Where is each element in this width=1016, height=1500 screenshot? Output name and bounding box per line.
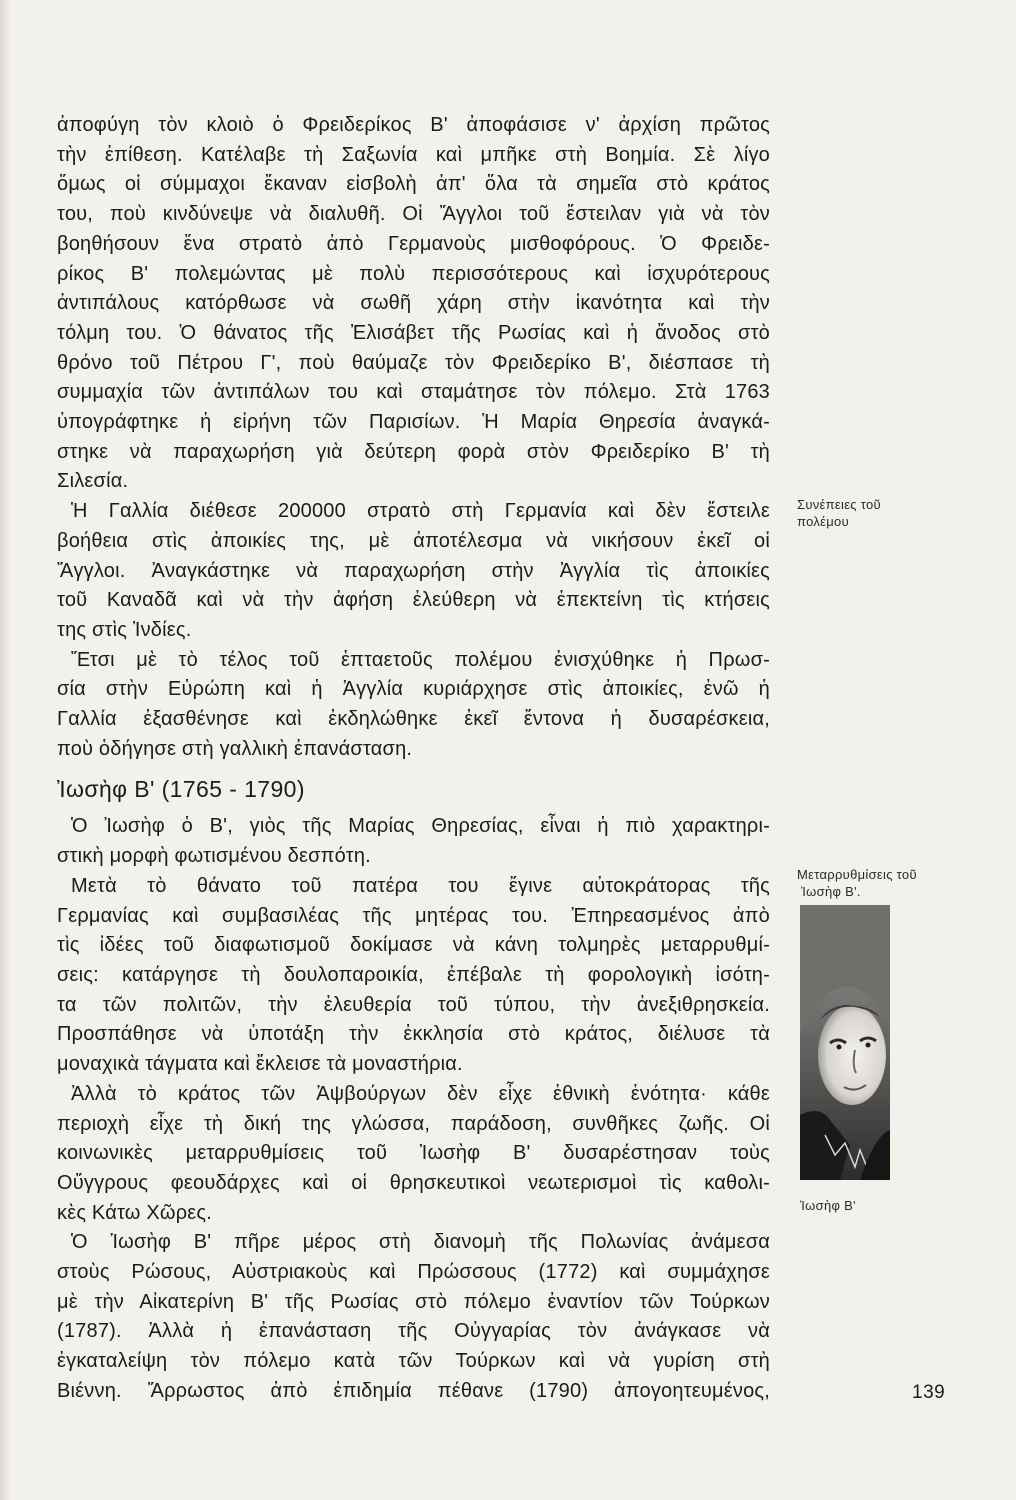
text-line: ὑπογράφτηκε ἡ εἰρήνη τῶν Παρισίων. Ἡ Μαρία Θηρεσία ἀναγκά- [57, 411, 770, 434]
text-line: τὶς ἰδέες τοῦ διαφωτισμοῦ δοκίμασε νὰ κάνη τολμηρὲς μεταρρυθμί- [57, 934, 770, 957]
text-line: συμμαχία τῶν ἀντιπάλων του καὶ σταμάτησε τὸν πόλεμο. Στὰ 1763 [57, 381, 770, 404]
text-line: Ἔτσι μὲ τὸ τέλος τοῦ ἑπταετοῦς πολέμου ἐνισχύθηκε ἡ Πρωσ- [71, 648, 770, 671]
text-line: κοινωνικὲς μεταρρυθμίσεις τοῦ Ἰωσὴφ Β' δυσαρέστησαν τοὺς [57, 1142, 770, 1165]
text-line: βοήθεια στὶς ἀποικίες της, μὲ ἀποτέλεσμα νὰ νικήσουν ἐκεῖ οἱ [57, 529, 770, 552]
margin-note-line: Ἰωσὴφ Β'. [801, 884, 861, 899]
text-line: τόλμη του. Ὁ θάνατος τῆς Ἐλισάβετ τῆς Ρωσίας καὶ ἡ ἄνοδος στὸ [57, 321, 770, 344]
text-line: Σιλεσία. [57, 470, 129, 493]
text-line: Οὔγγρους φεουδάρχες καὶ οἱ θρησκευτικοὶ νεωτερισμοὶ τὶς καθολι- [57, 1171, 770, 1194]
text-line: του, ποὺ κινδύνεψε νὰ διαλυθῆ. Οἱ Ἄγγλοι τοῦ ἔστειλαν γιὰ νὰ τὸν [57, 203, 770, 226]
margin-note-line: Μεταρρυθμίσεις τοῦ [797, 867, 917, 882]
text-line: τὴν ἐπίθεση. Κατέλαβε τὴ Σαξωνία καὶ μπῆκε στὴ Βοημία. Σὲ λίγο [57, 143, 770, 166]
page-number: 139 [912, 1382, 946, 1403]
section-heading: Ἰωσὴφ Β' (1765 - 1790) [57, 776, 305, 803]
text-line: Ἡ Γαλλία διέθεσε 200000 στρατὸ στὴ Γερμανία καὶ δὲν ἔστειλε [71, 500, 770, 523]
text-line: περιοχὴ εἶχε τὴ δική της γλώσσα, παράδοση, συνθῆκες ζωῆς. Οἱ [57, 1112, 770, 1135]
paragraph-france [57, 497, 770, 646]
text-line: τα τῶν πολιτῶν, τὴν ἐλευθερία τοῦ τύπου, τὴν ἀνεξιθρησκεία. [57, 993, 770, 1016]
main-text-column [57, 111, 770, 1407]
text-line: τοῦ Καναδᾶ καὶ νὰ τὴν ἀφήση ἐλεύθερη νὰ ἐπεκτείνη τὶς κτήσεις [57, 589, 770, 612]
text-line: Βιέννη. Ἄρρωστος ἀπὸ ἐπιδημία πέθανε (1790) ἀπογοητευμένος, [57, 1379, 770, 1402]
text-line: σεις: κατάργησε τὴ δουλοπαροικία, ἐπέβαλε τὴ φορολογικὴ ἰσότη- [57, 963, 770, 986]
text-line: Γαλλία ἐξασθένησε καὶ ἐκδηλώθηκε ἐκεῖ ἔντονα ἡ δυσαρέσκεια, [57, 708, 770, 731]
margin-note-consequences [797, 496, 881, 530]
margin-note-line: Συνέπειες τοῦ [797, 497, 881, 512]
portrait-caption: Ἰωσὴφ Β' [800, 1198, 856, 1213]
text-line: ὅμως οἱ σύμμαχοι ἔκαναν εἰσβολὴ ἀπ' ὅλα τὰ σημεῖα στὸ κράτος [57, 173, 770, 196]
text-line: (1787). Ἀλλὰ ἡ ἐπανάσταση τῆς Οὐγγαρίας τὸν ἀνάγκασε νὰ [57, 1320, 770, 1343]
paragraph-seven-years-war [57, 111, 770, 497]
text-line: ἀντιπάλους κατόρθωσε νὰ σωθῆ χάρη στὴν ἱκανότητα καὶ τὴν [57, 292, 770, 315]
text-line: Μετὰ τὸ θάνατο τοῦ πατέρα του ἔγινε αὐτοκράτορας τῆς [71, 874, 770, 897]
margin-note-line: πολέμου [797, 514, 849, 529]
paragraph-conclusion [57, 646, 770, 765]
text-line: μοναχικὰ τάγματα καὶ ἔκλεισε τὰ μοναστήρια. [57, 1053, 463, 1076]
text-line: Προσπάθησε νὰ ὑποτάξη τὴν ἐκκλησία στὸ κράτος, διέλυσε τὰ [57, 1023, 770, 1046]
portrait-joseph-ii [800, 905, 890, 1180]
text-line: θρόνο τοῦ Πέτρου Γ', ποὺ θαύμαζε τὸν Φρειδερίκο Β', διέσπασε τὴ [57, 351, 770, 374]
text-line: ἐγκαταλείψη τὸν πόλεμο κατὰ τῶν Τούρκων καὶ νὰ γυρίση στὴ [57, 1350, 770, 1373]
text-line: ρίκος Β' πολεμώντας μὲ πολὺ περισσότερους καὶ ἰσχυρότερους [57, 262, 770, 285]
text-line: στοὺς Ρώσους, Αὐστριακοὺς καὶ Πρώσσους (1772) καὶ συμμάχησε [57, 1261, 770, 1284]
text-line: σία στὴν Εὐρώπη καὶ ἡ Ἀγγλία κυριάρχησε στὶς ἀποικίες, ἐνῶ ἡ [57, 678, 770, 701]
paragraph-habsburg-state [57, 1080, 770, 1229]
text-line: στικὴ μορφὴ φωτισμένου δεσπότη. [57, 845, 371, 868]
text-line: μὲ τὴν Αἰκατερίνη Β' τῆς Ρωσίας στὸ πόλεμο ἐναντίον τῶν Τούρκων [57, 1290, 770, 1313]
paragraph-foreign-policy [57, 1228, 770, 1406]
text-line: ἀποφύγη τὸν κλοιὸ ὁ Φρειδερίκος Β' ἀποφάσισε ν' ἀρχίση πρῶτος [57, 114, 770, 136]
text-line: Ὁ Ἰωσὴφ ὁ Β', γιὸς τῆς Μαρίας Θηρεσίας, εἶναι ἡ πιὸ χαρακτηρι- [71, 815, 770, 838]
margin-note-reforms [797, 866, 917, 900]
text-line: Ἄγγλοι. Ἀναγκάστηκε νὰ παραχωρήση στὴν Ἀγγλία τὶς ἀποικίες [57, 559, 770, 582]
text-line: Ἀλλὰ τὸ κράτος τῶν Ἀψβούργων δὲν εἶχε ἐθνικὴ ἑνότητα· κάθε [71, 1082, 770, 1105]
text-line: Ὁ Ἰωσὴφ Β' πῆρε μέρος στὴ διανομὴ τῆς Πολωνίας ἀνάμεσα [71, 1231, 770, 1254]
text-line: ποὺ ὁδήγησε στὴ γαλλικὴ ἐπανάσταση. [57, 737, 413, 760]
text-line: Γερμανίας καὶ συμβασιλέας τῆς μητέρας του. Ἐπηρεασμένος ἀπὸ [57, 904, 770, 927]
page-binding-edge [0, 0, 12, 1500]
text-line: της στὶς Ἰνδίες. [57, 618, 192, 641]
text-line: στηκε νὰ παραχωρήση γιὰ δεύτερη φορὰ στὸν Φρειδερίκο Β' τὴ [57, 440, 770, 463]
paragraph-joseph-intro [57, 812, 770, 871]
text-line: βοηθήσουν ἕνα στρατὸ ἀπὸ Γερμανοὺς μισθοφόρους. Ὁ Φρειδε- [57, 232, 770, 255]
text-line: κὲς Κάτω Χῶρες. [57, 1201, 213, 1224]
paragraph-reforms [57, 872, 770, 1080]
